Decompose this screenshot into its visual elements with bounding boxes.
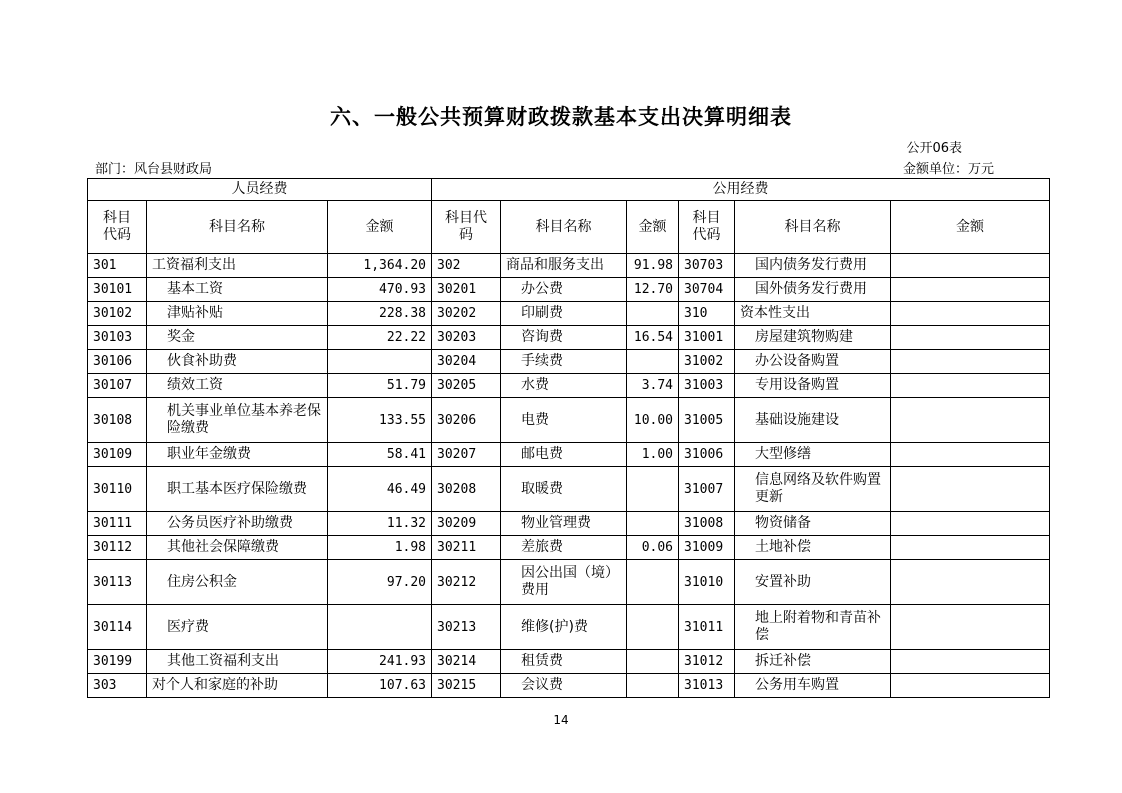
- name-cell: 绩效工资: [147, 374, 328, 398]
- amount-cell: 228.38: [328, 302, 432, 326]
- amount-cell: [891, 398, 1050, 443]
- name-cell: 基本工资: [147, 278, 328, 302]
- name-cell: 手续费: [501, 350, 627, 374]
- code-cell: 30106: [88, 350, 147, 374]
- name-cell: 伙食补助费: [147, 350, 328, 374]
- name-cell: 差旅费: [501, 536, 627, 560]
- code-cell: 30114: [88, 605, 147, 650]
- amount-cell: 97.20: [328, 560, 432, 605]
- code-header: 科目代 码: [432, 201, 501, 254]
- code-cell: 31002: [679, 350, 735, 374]
- amount-cell: [891, 350, 1050, 374]
- form-number: 公开06表: [906, 141, 962, 156]
- code-cell: 30201: [432, 278, 501, 302]
- name-cell: 电费: [501, 398, 627, 443]
- amount-cell: 58.41: [328, 443, 432, 467]
- amount-cell: 51.79: [328, 374, 432, 398]
- amount-cell: 3.74: [627, 374, 679, 398]
- amount-cell: 91.98: [627, 254, 679, 278]
- code-header: 科目 代码: [88, 201, 147, 254]
- amount-cell: [891, 650, 1050, 674]
- table-row: [88, 302, 1050, 326]
- name-cell: 工资福利支出: [147, 254, 328, 278]
- code-cell: 310: [679, 302, 735, 326]
- code-cell: 30208: [432, 467, 501, 512]
- amount-cell: [891, 374, 1050, 398]
- amount-cell: 10.00: [627, 398, 679, 443]
- amount-cell: 1.98: [328, 536, 432, 560]
- code-cell: 30206: [432, 398, 501, 443]
- code-cell: 30113: [88, 560, 147, 605]
- name-header: 科目名称: [147, 201, 328, 254]
- name-header: 科目名称: [501, 201, 627, 254]
- code-cell: 303: [88, 674, 147, 698]
- amount-cell: 470.93: [328, 278, 432, 302]
- name-cell: 商品和服务支出: [501, 254, 627, 278]
- code-cell: 31013: [679, 674, 735, 698]
- unit-label: 金额单位：万元: [902, 162, 994, 177]
- name-cell: 办公费: [501, 278, 627, 302]
- amount-header: 金额: [627, 201, 679, 254]
- table-row: [88, 650, 1050, 674]
- code-cell: 30214: [432, 650, 501, 674]
- name-cell: 邮电费: [501, 443, 627, 467]
- name-cell: 职业年金缴费: [147, 443, 328, 467]
- amount-cell: [891, 674, 1050, 698]
- code-cell: 30110: [88, 467, 147, 512]
- amount-cell: [891, 254, 1050, 278]
- name-cell: 安置补助: [735, 560, 891, 605]
- name-cell: 水费: [501, 374, 627, 398]
- page-number: 14: [553, 713, 569, 727]
- amount-cell: 241.93: [328, 650, 432, 674]
- table-row: [88, 278, 1050, 302]
- amount-cell: [328, 350, 432, 374]
- name-cell: 信息网络及软件购置更新: [735, 467, 891, 512]
- name-cell: 土地补偿: [735, 536, 891, 560]
- code-cell: 31001: [679, 326, 735, 350]
- amount-cell: 46.49: [328, 467, 432, 512]
- code-cell: 30209: [432, 512, 501, 536]
- code-cell: 31007: [679, 467, 735, 512]
- name-cell: 公务员医疗补助缴费: [147, 512, 328, 536]
- table-row: [88, 512, 1050, 536]
- code-cell: 30109: [88, 443, 147, 467]
- table-row: [88, 674, 1050, 698]
- name-cell: 专用设备购置: [735, 374, 891, 398]
- page-title: 六、一般公共预算财政拨款基本支出决算明细表: [330, 105, 792, 129]
- code-cell: 31008: [679, 512, 735, 536]
- table-row: [88, 560, 1050, 605]
- public-group-header: 公用经费: [432, 179, 1050, 201]
- name-cell: 资本性支出: [735, 302, 891, 326]
- code-cell: 31005: [679, 398, 735, 443]
- code-cell: 30102: [88, 302, 147, 326]
- name-cell: 津贴补贴: [147, 302, 328, 326]
- name-cell: 维修(护)费: [501, 605, 627, 650]
- amount-cell: [627, 467, 679, 512]
- code-cell: 30205: [432, 374, 501, 398]
- code-cell: 31011: [679, 605, 735, 650]
- name-cell: 其他工资福利支出: [147, 650, 328, 674]
- amount-cell: [627, 650, 679, 674]
- amount-cell: [627, 302, 679, 326]
- code-cell: 30207: [432, 443, 501, 467]
- name-cell: 租赁费: [501, 650, 627, 674]
- code-cell: 31009: [679, 536, 735, 560]
- code-header: 科目 代码: [679, 201, 735, 254]
- table-row: [88, 398, 1050, 443]
- code-cell: 30212: [432, 560, 501, 605]
- code-cell: 30202: [432, 302, 501, 326]
- amount-cell: 0.06: [627, 536, 679, 560]
- name-cell: 职工基本医疗保险缴费: [147, 467, 328, 512]
- name-cell: 奖金: [147, 326, 328, 350]
- amount-cell: [891, 443, 1050, 467]
- code-cell: 30703: [679, 254, 735, 278]
- amount-cell: 11.32: [328, 512, 432, 536]
- code-cell: 30199: [88, 650, 147, 674]
- amount-cell: [891, 536, 1050, 560]
- table-row: [88, 374, 1050, 398]
- code-cell: 30107: [88, 374, 147, 398]
- expenditure-table: [87, 178, 1050, 698]
- amount-cell: [891, 278, 1050, 302]
- name-cell: 物资储备: [735, 512, 891, 536]
- code-cell: 30108: [88, 398, 147, 443]
- code-cell: 30704: [679, 278, 735, 302]
- amount-cell: 22.22: [328, 326, 432, 350]
- amount-cell: 1,364.20: [328, 254, 432, 278]
- code-cell: 31006: [679, 443, 735, 467]
- amount-cell: [891, 326, 1050, 350]
- amount-cell: 12.70: [627, 278, 679, 302]
- name-cell: 国外债务发行费用: [735, 278, 891, 302]
- table-row: [88, 467, 1050, 512]
- amount-header: 金额: [328, 201, 432, 254]
- name-cell: 会议费: [501, 674, 627, 698]
- amount-cell: [891, 605, 1050, 650]
- name-cell: 拆迁补偿: [735, 650, 891, 674]
- table-row: [88, 254, 1050, 278]
- amount-cell: 1.00: [627, 443, 679, 467]
- amount-cell: [627, 350, 679, 374]
- name-cell: 取暖费: [501, 467, 627, 512]
- code-cell: 30111: [88, 512, 147, 536]
- name-cell: 大型修缮: [735, 443, 891, 467]
- amount-cell: [891, 467, 1050, 512]
- code-cell: 31010: [679, 560, 735, 605]
- amount-cell: [891, 512, 1050, 536]
- name-cell: 物业管理费: [501, 512, 627, 536]
- name-cell: 对个人和家庭的补助: [147, 674, 328, 698]
- name-cell: 地上附着物和青苗补偿: [735, 605, 891, 650]
- department-label: 部门：风台县财政局: [95, 162, 213, 177]
- amount-cell: 107.63: [328, 674, 432, 698]
- name-cell: 印刷费: [501, 302, 627, 326]
- table-row: [88, 605, 1050, 650]
- amount-cell: [627, 512, 679, 536]
- name-cell: 医疗费: [147, 605, 328, 650]
- name-cell: 机关事业单位基本养老保险缴费: [147, 398, 328, 443]
- personnel-group-header: 人员经费: [88, 179, 432, 201]
- name-cell: 国内债务发行费用: [735, 254, 891, 278]
- amount-cell: [328, 605, 432, 650]
- code-cell: 30215: [432, 674, 501, 698]
- amount-cell: 133.55: [328, 398, 432, 443]
- code-cell: 30203: [432, 326, 501, 350]
- name-cell: 住房公积金: [147, 560, 328, 605]
- code-cell: 30204: [432, 350, 501, 374]
- code-cell: 30211: [432, 536, 501, 560]
- amount-cell: [627, 560, 679, 605]
- table-row: [88, 350, 1050, 374]
- code-cell: 30101: [88, 278, 147, 302]
- name-header: 科目名称: [735, 201, 891, 254]
- code-cell: 30112: [88, 536, 147, 560]
- name-cell: 咨询费: [501, 326, 627, 350]
- table-row: [88, 326, 1050, 350]
- amount-cell: [627, 674, 679, 698]
- amount-cell: [627, 605, 679, 650]
- code-cell: 31003: [679, 374, 735, 398]
- amount-cell: 16.54: [627, 326, 679, 350]
- name-cell: 基础设施建设: [735, 398, 891, 443]
- name-cell: 办公设备购置: [735, 350, 891, 374]
- code-cell: 301: [88, 254, 147, 278]
- code-cell: 302: [432, 254, 501, 278]
- code-cell: 31012: [679, 650, 735, 674]
- table-row: [88, 536, 1050, 560]
- amount-cell: [891, 560, 1050, 605]
- code-cell: 30103: [88, 326, 147, 350]
- amount-header: 金额: [891, 201, 1050, 254]
- code-cell: 30213: [432, 605, 501, 650]
- table-row: [88, 443, 1050, 467]
- group-header-row: [88, 179, 1050, 201]
- amount-cell: [891, 302, 1050, 326]
- name-cell: 其他社会保障缴费: [147, 536, 328, 560]
- name-cell: 公务用车购置: [735, 674, 891, 698]
- column-header-row: [88, 201, 1050, 254]
- name-cell: 房屋建筑物购建: [735, 326, 891, 350]
- name-cell: 因公出国（境）费用: [501, 560, 627, 605]
